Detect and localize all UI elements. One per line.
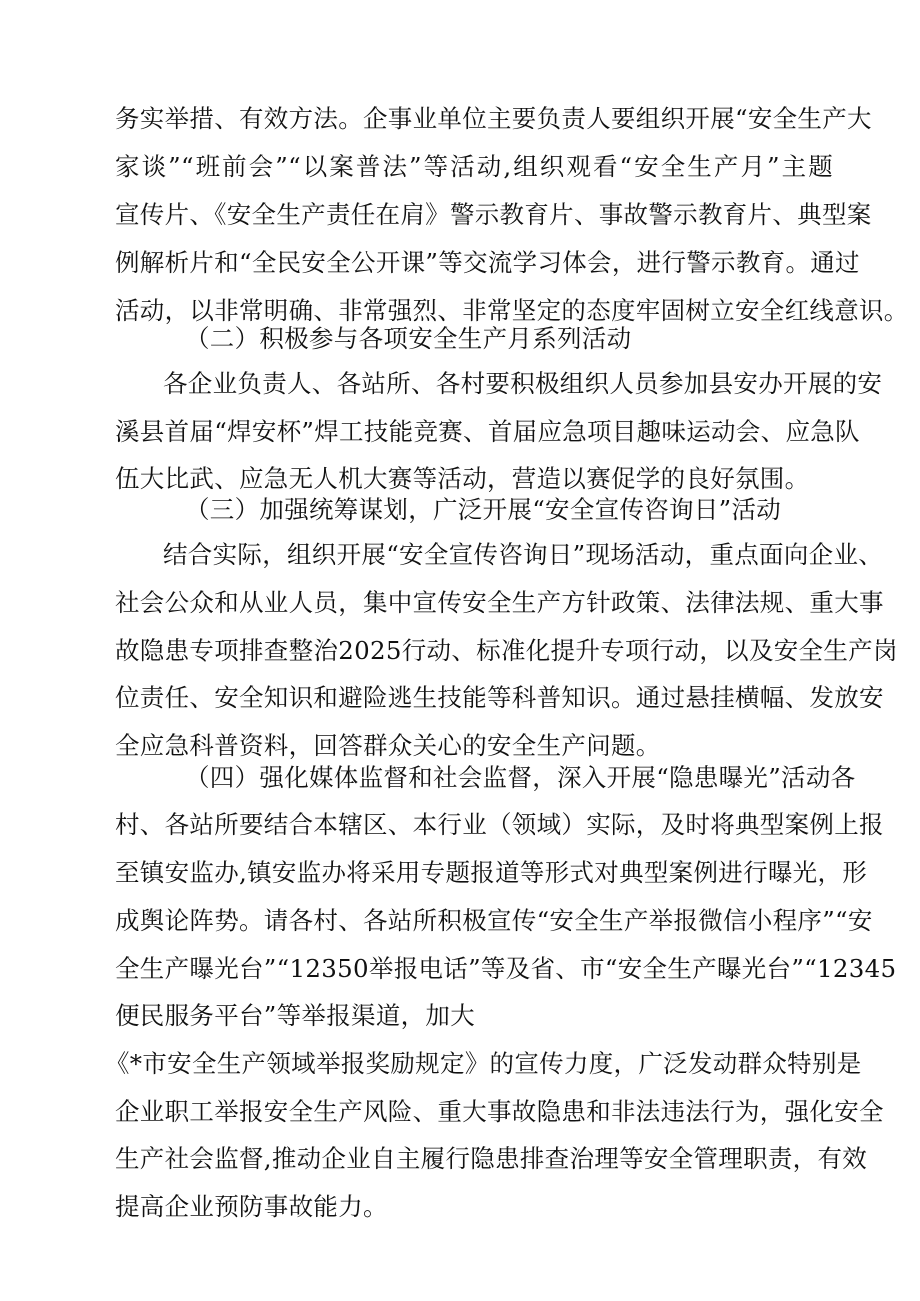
section-heading: （二）积极参与各项安全生产月系列活动 (185, 324, 632, 353)
body-text-line: 例解析片和“全民安全公开课”等交流学习体会，进行警示教育。通过 (115, 248, 860, 277)
body-text-line: 位责任、安全知识和避险逃生技能等科普知识。通过悬挂横幅、发放安 (115, 683, 884, 712)
body-text-line: 提高企业预防事故能力。 (115, 1192, 388, 1221)
body-text-line: 全应急科普资料，回答群众关心的安全生产问题。 (115, 731, 661, 760)
body-text-line: 社会公众和从业人员，集中宣传安全生产方针政策、法律法规、重大事 (115, 588, 884, 617)
body-text-line: 宣传片、《安全生产责任在肩》警示教育片、事故警示教育片、典型案 (115, 200, 872, 229)
body-text-line: 至镇安监办,镇安监办将采用专题报道等形式对典型案例进行曝光，形 (115, 858, 868, 887)
body-text-line: 家谈”“班前会”“以案普法”等活动,组织观看“安全生产月”主题 (115, 152, 833, 181)
body-text-line: 全生产曝光台”“12350举报电话”等及省、市“安全生产曝光台”“12345 (115, 954, 897, 983)
body-text-line: 各企业负责人、各站所、各村要积极组织人员参加县安办开展的安 (163, 369, 883, 398)
body-text-line: 企业职工举报安全生产风险、重大事故隐患和非法违法行为，强化安全 (115, 1097, 884, 1126)
section-heading: （三）加强统筹谋划，广泛开展“安全宣传咨询日”活动 (185, 495, 782, 524)
body-text-line: 成舆论阵势。请各村、各站所积极宣传“安全生产举报微信小程序”“安 (115, 906, 873, 935)
section-heading: （四）强化媒体监督和社会监督，深入开展“隐患曝光”活动各 (185, 763, 856, 792)
body-text-line: 便民服务平台”等举报渠道，加大 (115, 1001, 476, 1030)
body-text-line: 村、各站所要结合本辖区、本行业（领域）实际，及时将典型案例上报 (115, 810, 884, 839)
body-text-line: 结合实际，组织开展“安全宣传咨询日”现场活动，重点面向企业、 (163, 540, 884, 569)
body-text-line: 故隐患专项排查整治2025行动、标准化提升专项行动，以及安全生产岗 (115, 636, 898, 665)
body-text-line: 生产社会监督,推动企业自主履行隐患排查治理等安全管理职责，有效 (115, 1144, 868, 1173)
body-text-line: 溪县首届“焊安杯”焊工技能竞赛、首届应急项目趣味运动会、应急队 (115, 417, 860, 446)
body-text-line: 《*市安全生产领域举报奖励规定》的宣传力度，广泛发动群众特别是 (105, 1049, 862, 1078)
body-text-line: 活动，以非常明确、非常强烈、非常坚定的态度牢固树立安全红线意识。 (115, 296, 909, 325)
body-text-line: 伍大比武、应急无人机大赛等活动，营造以赛促学的良好氛围。 (115, 464, 810, 493)
body-text-line: 务实举措、有效方法。企事业单位主要负责人要组织开展“安全生产大 (115, 104, 872, 133)
